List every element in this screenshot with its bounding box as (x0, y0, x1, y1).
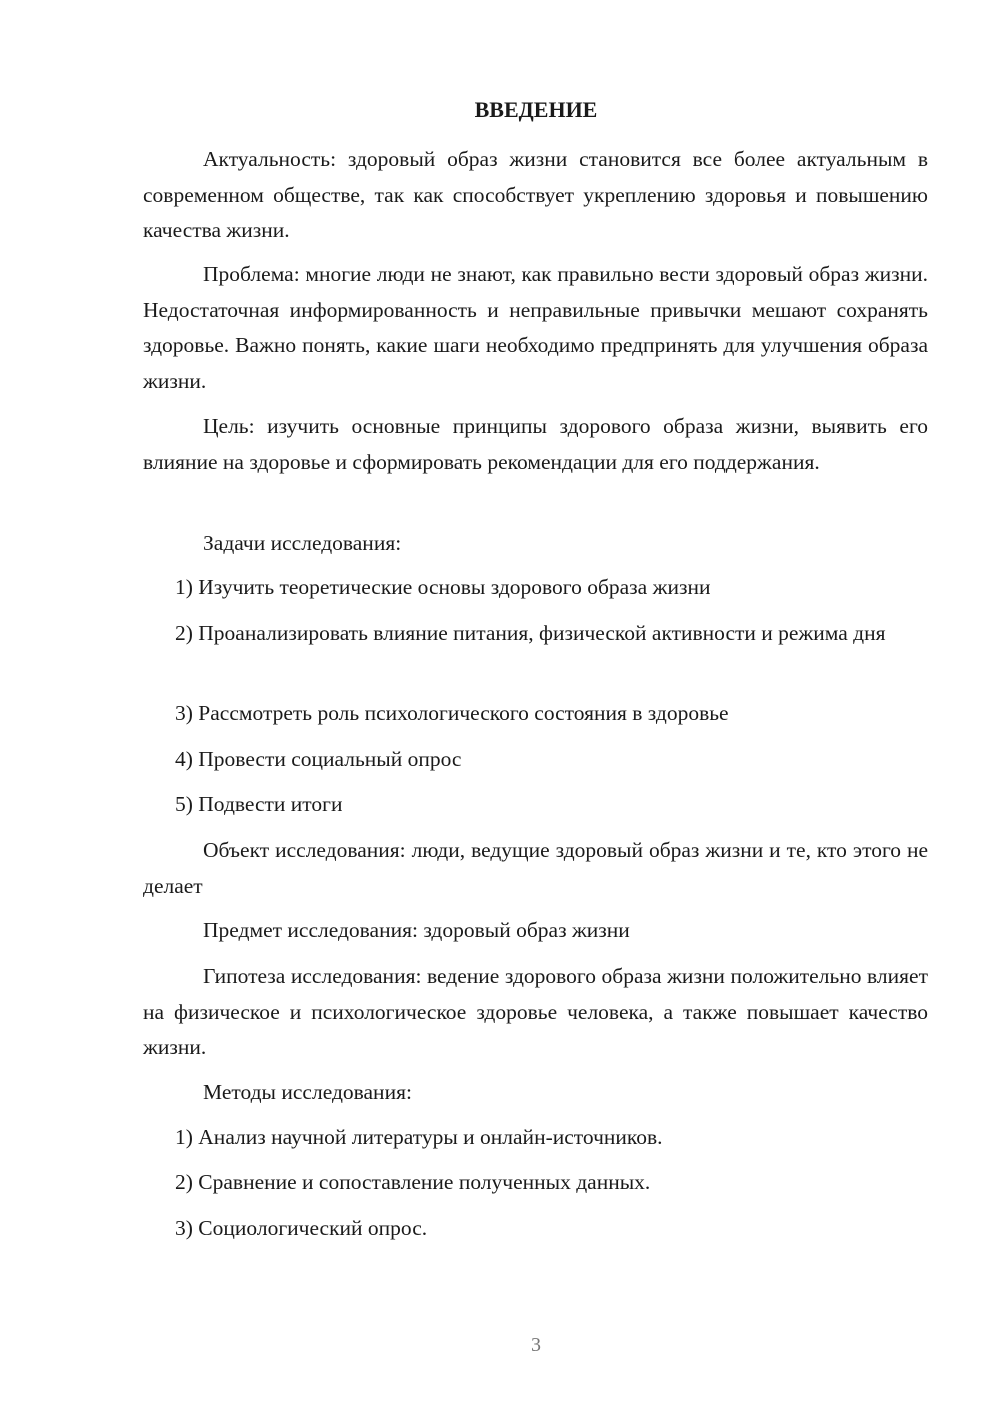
task-item-5: 5) Подвести итоги (175, 792, 343, 816)
task-item-1: 1) Изучить теоретические основы здорового образа жизни (175, 575, 711, 599)
hypothesis-paragraph: Гипотеза исследования: ведение здорового образа жизни положительно влияет на физическое и психологическое здоровье человека, а также повышает качество жизни. (143, 964, 928, 1059)
subject-paragraph: Предмет исследования: здоровый образ жизни (203, 918, 630, 942)
relevance-paragraph: Актуальность: здоровый образ жизни становится все более актуальным в современном обществе, так как способствует укреплению здоровья и повышению качества жизни. (143, 147, 928, 242)
method-item-1: 1) Анализ научной литературы и онлайн-источников. (175, 1125, 663, 1149)
task-item-4: 4) Провести социальный опрос (175, 747, 462, 771)
object-paragraph: Объект исследования: люди, ведущие здоровый образ жизни и те, кто этого не делает (143, 838, 928, 898)
method-item-2: 2) Сравнение и сопоставление полученных данных. (175, 1170, 651, 1194)
page-number: 3 (531, 1334, 541, 1356)
method-item-3: 3) Социологический опрос. (175, 1216, 428, 1240)
task-item-3: 3) Рассмотреть роль психологического состояния в здоровье (175, 701, 729, 725)
task-item-2: 2) Проанализировать влияние питания, физической активности и режима дня (175, 621, 886, 645)
methods-heading: Методы исследования: (203, 1080, 412, 1104)
tasks-heading: Задачи исследования: (203, 531, 402, 555)
goal-paragraph: Цель: изучить основные принципы здорового образа жизни, выявить его влияние на здоровье и сформировать рекомендации для его поддержания. (143, 414, 928, 474)
problem-paragraph: Проблема: многие люди не знают, как правильно вести здоровый образ жизни. Недостаточная информированность и неправильные привычки мешают сохранять здоровье. Важно понять, какие шаги необходимо предпринять для улучшения образа жизни. (143, 262, 928, 393)
page-title: ВВЕДЕНИЕ (474, 97, 598, 122)
